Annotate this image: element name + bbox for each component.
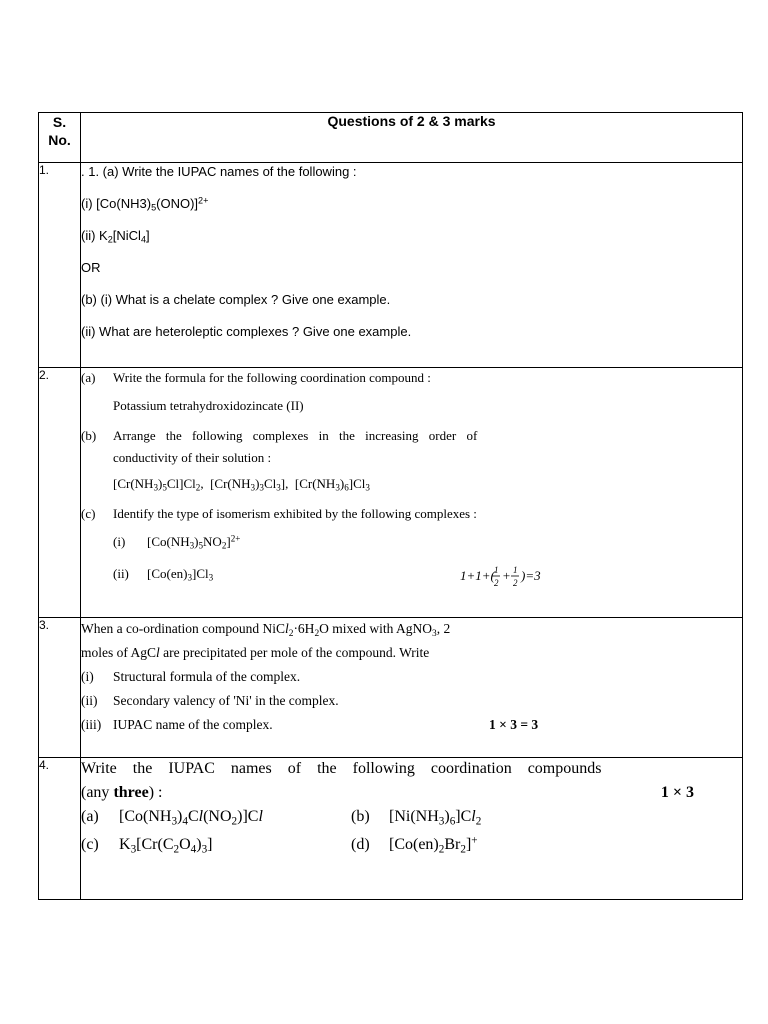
questions-header: Questions of 2 & 3 marks [81, 113, 743, 163]
svg-text:1+1+(: 1+1+( [460, 568, 495, 583]
q3-marks: 1 × 3 = 3 [489, 717, 539, 732]
q4-colon: ) : [148, 784, 163, 801]
q4-line1 [81, 758, 742, 782]
q2-a-label: (a) [81, 370, 96, 385]
q4-c-label: (c) [81, 836, 99, 853]
question-3-content [81, 618, 743, 758]
q3-ii-label: (ii) [81, 693, 98, 708]
q4-b: $[Ni(NH_3)_6]Cl_2$ [389, 808, 482, 828]
q2-b-complexes: $[Cr(NH_3)_5Cl]Cl_2$, $[Cr(NH_3)_3Cl_3]$, $[Cr(NH_3)_6]Cl_3$ [113, 476, 370, 493]
sno-header-line1: S. [52, 114, 67, 130]
q4-d-label: (d) [351, 836, 370, 853]
q3-part-i [81, 666, 742, 690]
svg-text:1: 1 [494, 565, 499, 575]
sno-header [39, 113, 81, 163]
q4-marks: 1 × 3 [660, 784, 694, 801]
q3-line1: When a co-ordination compound $NiCl_2\cdot 6H_2O$ mixed with AgNO$_3$, 2 [81, 621, 451, 639]
q2-part-c [81, 504, 742, 526]
q2-c-ii: (ii) $[Co(en)_3]Cl_3$ 1+1+( 1 2 + 1 2 )=3 [81, 564, 742, 586]
q2-a-text: Write the formula for the following coordination compound : [113, 370, 431, 385]
q4-a-label: (a) [81, 808, 99, 825]
q2-part-a [81, 368, 742, 390]
q3-ii-text: Secondary valency of 'Ni' in the complex. [113, 693, 339, 708]
q1-stem: . 1. (a) Write the IUPAC names of the following : [81, 164, 357, 179]
q1-part-b: (b) (i) What is a chelate complex ? Give one example. [81, 292, 391, 307]
svg-text:1: 1 [513, 565, 518, 575]
q4-c: $K_3[Cr(C_2O_4)_3]$ [119, 836, 213, 856]
svg-text:)=3: )=3 [521, 568, 541, 583]
q2-b-text2: conductivity of their solution : [113, 450, 272, 465]
q2-part-b [81, 426, 742, 448]
q3-iii-text: IUPAC name of the complex. [113, 717, 273, 732]
q4-any: (any [81, 784, 114, 801]
q4-row-cd [81, 834, 742, 862]
q1-part-b-ii: (ii) What are heteroleptic complexes ? Give one example. [81, 324, 412, 339]
q1-part-ii: (ii) $K_2[NiCl_4]$ [81, 228, 150, 245]
question-4-content [81, 758, 743, 900]
q2-c-text: Identify the type of isomerism exhibited by the following complexes : [113, 506, 477, 521]
q3-iii-label: (iii) [81, 717, 102, 732]
q4-row-ab [81, 806, 742, 834]
question-number: 2. [39, 368, 81, 618]
question-2-content [81, 368, 743, 618]
sno-header-line2: No. [48, 132, 71, 148]
svg-text:+: + [502, 568, 511, 583]
svg-text:2: 2 [513, 578, 518, 588]
q2-a-compound-line [81, 396, 742, 418]
q2-b-line2 [81, 448, 742, 470]
q2-c-label: (c) [81, 506, 96, 521]
q1-or: OR [81, 260, 101, 275]
question-number: 3. [39, 618, 81, 758]
question-row-4 [39, 758, 743, 900]
q3-part-ii [81, 690, 742, 714]
q2-b-text1: Arrange the following complexes in the increasing order of [113, 428, 478, 443]
q4-d: $[Co(en)_2Br_2]^+$ [389, 834, 478, 856]
q3-i-text: Structural formula of the complex. [113, 669, 301, 684]
questions-table [38, 112, 743, 900]
svg-text:2: 2 [494, 578, 499, 588]
q1-part-i: (i) $[Co(NH3)_5(ONO)]^{2+}$ [81, 195, 209, 213]
question-number: 1. [39, 163, 81, 368]
question-row-3 [39, 618, 743, 758]
q4-b-label: (b) [351, 808, 370, 825]
question-row-2 [39, 368, 743, 618]
header-row [39, 113, 743, 163]
q4-a: $[Co(NH_3)_4Cl(NO_2)]Cl$ [119, 808, 263, 828]
q2-c-i: (i) $[Co(NH_3)_5NO_2]^{2+}$ [113, 533, 241, 551]
q3-part-iii [81, 714, 742, 738]
q2-a-compound: Potassium tetrahydroxidozincate (II) [113, 398, 304, 413]
q2-c-ii-label: (ii) [113, 566, 129, 581]
q2-marks [460, 564, 552, 590]
q4-three: three [113, 784, 149, 801]
q3-line2: moles of AgCl are precipitated per mole of the compound. Write [81, 645, 430, 660]
q3-i-label: (i) [81, 669, 94, 684]
q4-stem: Write the IUPAC names of the following coordination compounds [81, 760, 602, 777]
marks-formula [460, 564, 552, 590]
q4-line2 [81, 782, 742, 804]
question-1-content [81, 163, 743, 368]
q2-b-label: (b) [81, 428, 97, 443]
question-number: 4. [39, 758, 81, 900]
q2-c-i-label: (i) [113, 534, 126, 549]
question-row-1 [39, 163, 743, 368]
